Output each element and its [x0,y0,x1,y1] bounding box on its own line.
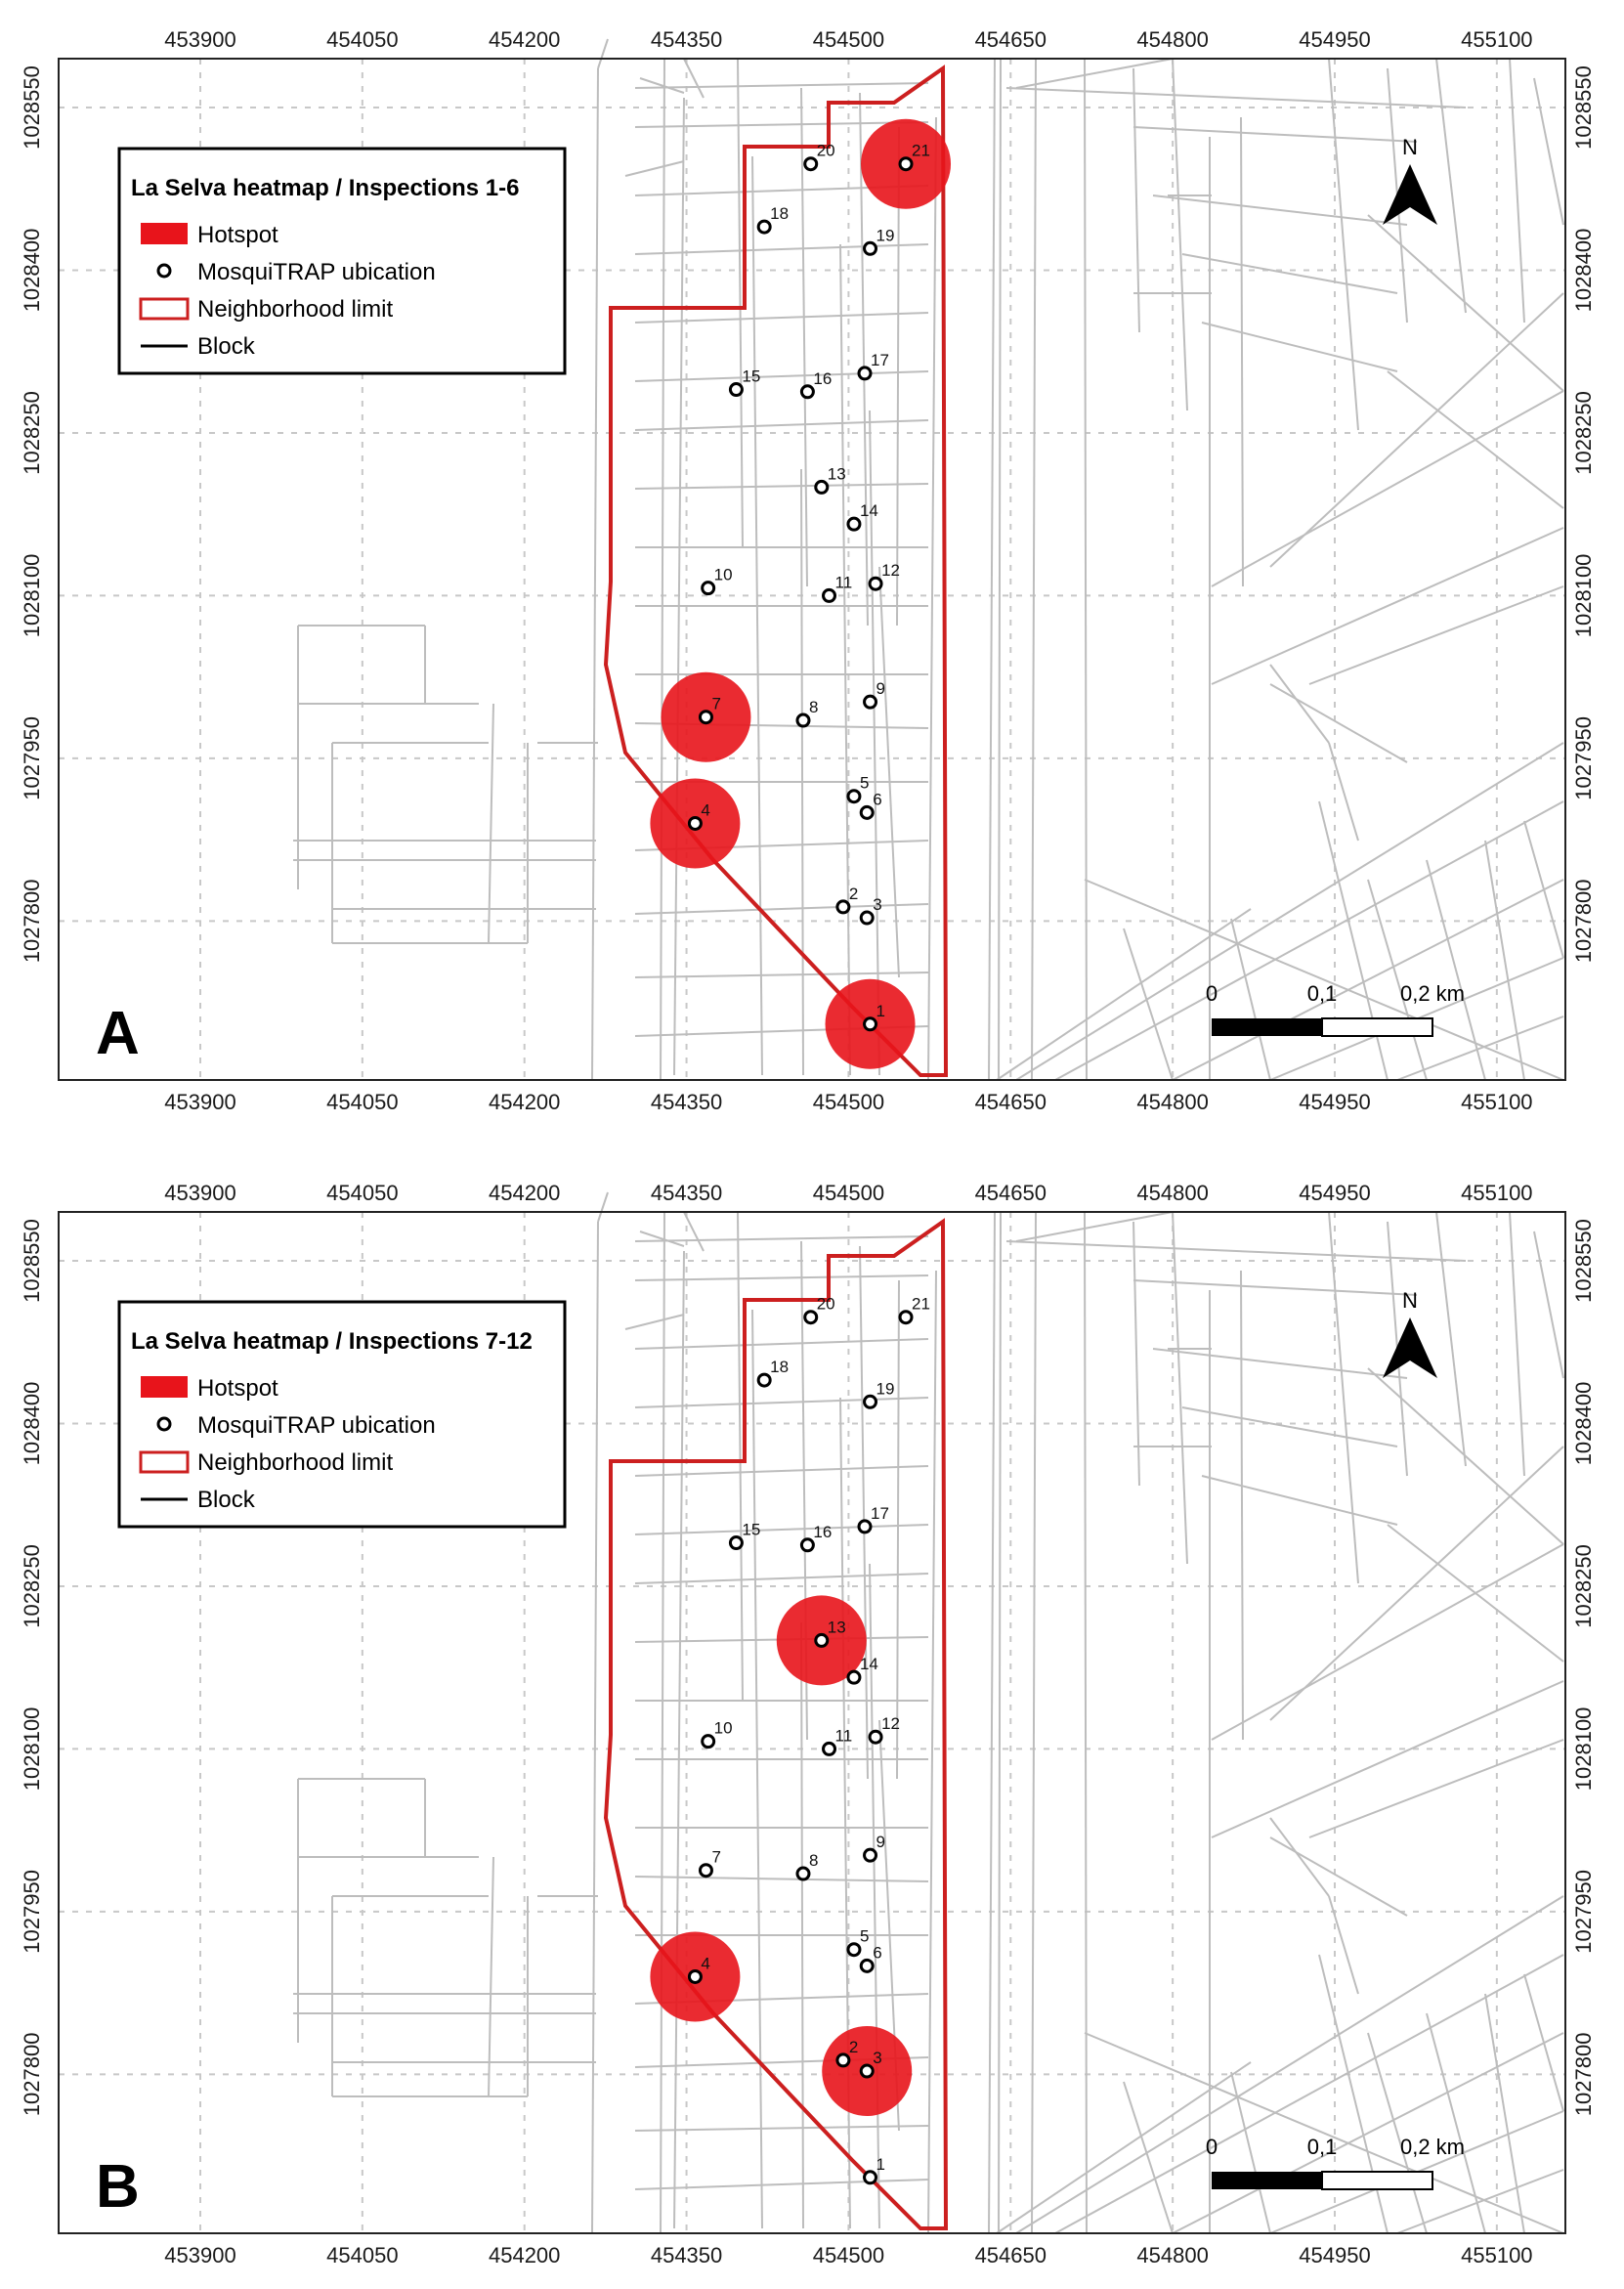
y-tick-left: 1027950 [20,1870,44,1954]
trap-label-6: 6 [873,790,882,809]
x-tick-top: 454200 [488,27,561,52]
x-tick-bottom: 454200 [488,2243,561,2267]
street [1534,1231,1563,1378]
trap-label-10: 10 [713,1718,733,1738]
y-tick-left: 1028400 [20,1381,44,1466]
street [1124,929,1173,1080]
street [738,1212,743,1701]
street [674,1251,684,2228]
x-tick-bottom: 454500 [812,2243,885,2267]
north-label: N [1402,1288,1418,1313]
trap-label-17: 17 [871,350,889,369]
legend-block-label: Block [197,1487,255,1513]
x-tick-bottom: 454500 [812,1090,885,1114]
x-tick-bottom: 454350 [650,2243,723,2267]
trap-label-1: 1 [876,2154,886,2174]
street [598,1192,608,1222]
trap-label-2: 2 [848,2037,859,2056]
legend-title: La Selva heatmap / Inspections 7-12 [131,1328,533,1355]
street [1182,1407,1397,1447]
street [1182,254,1397,293]
trap-marker-4 [689,1970,701,1982]
y-tick-left: 1028100 [20,1706,44,1792]
street [635,1525,928,1534]
x-tick-top: 454800 [1136,1181,1209,1205]
scale-label: 0,1 [1306,981,1338,1006]
trap-marker-11 [824,1743,835,1754]
street [1212,1544,1563,1740]
trap-marker-3 [861,912,873,924]
street [592,1222,598,2233]
street [635,371,928,381]
trap-marker-17 [859,1521,871,1533]
trap-label-7: 7 [711,694,721,713]
street [640,1231,684,1246]
street [1085,59,1087,1080]
trap-marker-20 [805,158,817,170]
street [1368,880,1427,1080]
legend-limit-swatch [141,299,188,319]
street [1270,1447,1563,1720]
street [625,161,684,176]
street [1510,1212,1524,1476]
trap-marker-9 [865,696,876,708]
street [1006,88,1466,108]
street [1032,59,1036,1080]
trap-marker-8 [797,1868,809,1879]
trap-marker-9 [865,1849,876,1861]
trap-marker-17 [859,367,871,379]
street [1085,2033,1563,2233]
x-tick-top: 454950 [1299,27,1371,52]
y-tick-right: 1028400 [1571,228,1596,313]
trap-label-3: 3 [873,895,882,915]
trap-marker-10 [703,583,714,594]
street [860,1246,868,1779]
trap-marker-10 [703,1736,714,1748]
scale-bar-black [1212,1018,1322,1036]
trap-marker-14 [848,1671,860,1683]
street [661,1212,664,2233]
street [635,1398,928,1407]
street [489,1857,493,2096]
trap-label-5: 5 [859,1926,870,1946]
legend-trap-marker [158,265,170,277]
x-tick-bottom: 454800 [1136,2243,1209,2267]
street [635,1877,928,1881]
street [1231,2072,1270,2233]
street [1534,78,1563,225]
trap-marker-21 [900,1312,912,1323]
street [1436,1212,1466,1466]
trap-label-18: 18 [770,1358,790,1377]
street [897,1280,899,1779]
x-tick-top: 454950 [1299,1181,1371,1205]
trap-marker-13 [816,1634,828,1646]
y-tick-right: 1028250 [1571,391,1596,475]
street [674,98,684,1075]
y-tick-right: 1028250 [1571,1544,1596,1628]
x-tick-bottom: 454050 [326,1090,399,1114]
trap-marker-2 [837,2054,849,2066]
y-tick-left: 1028550 [20,65,44,150]
scale-label: 0,2 km [1399,981,1466,1006]
street [1085,1212,1087,2233]
y-tick-right: 1027800 [1571,879,1596,964]
trap-label-2: 2 [848,884,859,903]
street [635,2126,928,2131]
panel-letter: B [96,2153,140,2221]
map-panel-a [0,0,1624,1134]
street [1309,586,1563,684]
street [1524,821,1563,958]
trap-label-17: 17 [871,1503,889,1523]
trap-marker-13 [816,481,828,493]
x-tick-top: 454200 [488,1181,561,1205]
x-tick-bottom: 455100 [1461,2243,1533,2267]
trap-label-1: 1 [876,1001,886,1020]
trap-label-19: 19 [876,226,895,245]
street [635,1466,928,1476]
y-tick-left: 1028400 [20,228,44,313]
street [635,1339,928,1349]
street [1270,293,1563,567]
trap-label-13: 13 [827,1618,846,1637]
street [1368,2033,1427,2233]
street [1153,1349,1407,1378]
street [989,59,995,1080]
mosquitraps [689,142,930,1030]
x-tick-bottom: 454200 [488,1090,561,1114]
street [1524,1974,1563,2111]
trap-label-16: 16 [813,1522,833,1541]
street [840,244,850,1075]
trap-label-9: 9 [876,679,886,699]
trap-label-3: 3 [873,2049,882,2068]
y-tick-left: 1027950 [20,716,44,800]
street [1231,919,1270,1080]
street [1202,323,1397,371]
trap-marker-6 [861,806,873,818]
trap-label-10: 10 [713,565,733,584]
street [1212,391,1563,586]
y-tick-right: 1027950 [1571,716,1596,800]
trap-marker-5 [848,791,860,802]
street [989,1212,995,2233]
legend-hotspot-swatch [141,223,188,244]
trap-marker-8 [797,714,809,726]
x-tick-top: 454050 [326,27,399,52]
street [635,1236,928,1241]
x-tick-top: 454500 [812,27,885,52]
x-tick-bottom: 454800 [1136,1090,1209,1114]
x-tick-bottom: 454650 [974,1090,1047,1114]
trap-label-8: 8 [808,698,819,717]
street [592,68,598,1080]
trap-marker-16 [801,1539,813,1551]
street [1329,59,1358,430]
legend-trap-marker [158,1418,170,1430]
trap-marker-12 [870,1731,881,1743]
legend-limit-swatch [141,1452,188,1472]
street [1427,860,1485,1080]
trap-label-12: 12 [881,1714,900,1734]
street [879,567,899,977]
trap-label-18: 18 [770,204,790,224]
trap-marker-1 [865,1018,876,1030]
street [625,1315,684,1329]
street [635,244,928,254]
street [1241,1271,1243,1740]
trap-marker-16 [801,386,813,398]
north-arrow [1383,135,1437,225]
trap-marker-2 [837,901,849,913]
x-tick-top: 453900 [164,27,236,52]
trap-marker-15 [730,384,742,396]
street [1329,1896,1358,1994]
scale-label: 0,2 km [1399,2135,1466,2159]
trap-marker-5 [848,1944,860,1956]
street [1173,59,1187,410]
x-tick-top: 454800 [1136,27,1209,52]
y-tick-left: 1028100 [20,553,44,638]
street [661,59,664,1080]
street [635,904,928,914]
y-tick-right: 1028550 [1571,65,1596,150]
x-tick-bottom: 453900 [164,1090,236,1114]
trap-label-21: 21 [912,1294,930,1314]
trap-marker-7 [700,1865,711,1877]
street [1309,1740,1563,1837]
trap-label-11: 11 [834,1726,853,1746]
street [801,469,803,1075]
y-tick-left: 1027800 [20,879,44,964]
street [635,1574,928,1583]
street [1270,684,1407,762]
trap-label-5: 5 [859,773,870,793]
scale-bar-white [1322,1018,1432,1036]
north-arrow [1383,1288,1437,1378]
street [1427,2013,1485,2233]
street [752,1310,762,2228]
trap-label-13: 13 [827,464,846,484]
street [752,156,762,1075]
north-arrow-icon [1383,1317,1437,1378]
legend-hotspot-label: Hotspot [197,1375,278,1402]
street [738,59,743,547]
trap-marker-11 [824,589,835,601]
street [1241,117,1243,586]
trap-marker-21 [900,158,912,170]
street [1153,195,1407,225]
street [999,1212,1001,2233]
trap-marker-19 [865,242,876,254]
trap-label-9: 9 [876,1833,886,1852]
trap-label-14: 14 [859,1655,878,1674]
street [1319,1955,1388,2233]
trap-label-15: 15 [742,367,761,386]
street [489,704,493,943]
street [635,2180,928,2189]
x-tick-bottom: 454050 [326,2243,399,2267]
street [1270,1837,1407,1916]
y-tick-right: 1028550 [1571,1219,1596,1303]
street [801,1622,803,2228]
street [640,78,684,93]
y-tick-right: 1028100 [1571,1706,1596,1792]
street [635,972,928,977]
trap-marker-18 [758,221,770,233]
trap-marker-3 [861,2065,873,2077]
x-tick-top: 455100 [1461,1181,1533,1205]
street [635,420,928,430]
street [1202,1476,1397,1525]
x-tick-top: 454350 [650,1181,723,1205]
trap-label-14: 14 [859,501,878,521]
x-tick-bottom: 454650 [974,2243,1047,2267]
street [1055,801,1563,1080]
legend [119,1302,565,1527]
street [928,117,936,1080]
x-tick-top: 455100 [1461,27,1533,52]
trap-label-19: 19 [876,1379,895,1399]
trap-label-6: 6 [873,1943,882,1963]
trap-marker-15 [730,1537,742,1549]
street [1329,1212,1358,1583]
street [1173,1212,1187,1564]
trap-marker-6 [861,1960,873,1971]
trap-label-12: 12 [881,561,900,581]
scale-label: 0 [1205,981,1218,1006]
x-tick-bottom: 454350 [650,1090,723,1114]
scale-bar-white [1322,2172,1432,2189]
y-tick-left: 1028250 [20,391,44,475]
scale-bar-black [1212,2172,1322,2189]
trap-marker-4 [689,817,701,829]
street [635,1275,928,1280]
y-tick-right: 1028400 [1571,1381,1596,1466]
x-tick-bottom: 455100 [1461,1090,1533,1114]
street [1016,1212,1173,1241]
legend-hotspot-label: Hotspot [197,222,278,248]
x-tick-bottom: 453900 [164,2243,236,2267]
street [1510,59,1524,323]
trap-label-20: 20 [816,141,835,160]
street [1124,2082,1173,2233]
x-tick-top: 454500 [812,1181,885,1205]
x-tick-bottom: 454950 [1299,1090,1371,1114]
legend-limit-label: Neighborhood limit [197,1449,394,1476]
street [1016,59,1173,88]
north-label: N [1402,135,1418,159]
trap-label-21: 21 [912,141,930,160]
trap-marker-14 [848,518,860,530]
street [598,39,608,68]
trap-label-15: 15 [742,1520,761,1539]
legend [119,149,565,373]
map-panel-b [0,1153,1624,2287]
street [1032,1212,1036,2233]
x-tick-top: 453900 [164,1181,236,1205]
trap-marker-7 [700,712,711,723]
street [635,484,928,489]
hotspots [650,119,951,1069]
trap-marker-20 [805,1312,817,1323]
trap-marker-12 [870,578,881,589]
trap-marker-19 [865,1396,876,1407]
trap-label-4: 4 [701,1954,710,1973]
scale-label: 0,1 [1306,2135,1338,2159]
x-tick-bottom: 454950 [1299,2243,1371,2267]
trap-label-7: 7 [711,1847,721,1867]
x-tick-top: 454350 [650,27,723,52]
legend-hotspot-swatch [141,1376,188,1398]
legend-block-label: Block [197,333,255,360]
y-tick-right: 1028100 [1571,553,1596,638]
trap-label-20: 20 [816,1294,835,1314]
panel-letter: A [96,1000,140,1067]
scale-label: 0 [1205,2135,1218,2159]
legend-title: La Selva heatmap / Inspections 1-6 [131,175,520,201]
legend-trap-label: MosquiTRAP ubication [197,259,436,285]
street [635,313,928,323]
street [635,83,928,88]
trap-label-11: 11 [834,573,853,592]
street [1270,665,1329,743]
street [999,59,1001,1080]
street [1270,1818,1329,1896]
street [1085,880,1563,1080]
street [1368,215,1563,391]
street [1319,801,1388,1080]
x-tick-top: 454650 [974,1181,1047,1205]
y-tick-left: 1028250 [20,1544,44,1628]
x-tick-top: 454650 [974,27,1047,52]
north-arrow-icon [1383,164,1437,225]
legend-trap-label: MosquiTRAP ubication [197,1412,436,1439]
y-tick-left: 1027800 [20,2032,44,2117]
street [1368,1368,1563,1544]
trap-label-16: 16 [813,368,833,388]
y-tick-left: 1028550 [20,1219,44,1303]
street [928,1271,936,2233]
street [1006,1241,1466,1261]
trap-label-8: 8 [808,1851,819,1871]
street [1329,743,1358,841]
y-tick-right: 1027950 [1571,1870,1596,1954]
legend-limit-label: Neighborhood limit [197,296,394,323]
y-tick-right: 1027800 [1571,2032,1596,2117]
x-tick-top: 454050 [326,1181,399,1205]
street [1436,59,1466,313]
trap-marker-1 [865,2172,876,2183]
trap-label-4: 4 [701,800,710,820]
street [1055,1955,1563,2233]
trap-marker-18 [758,1374,770,1386]
